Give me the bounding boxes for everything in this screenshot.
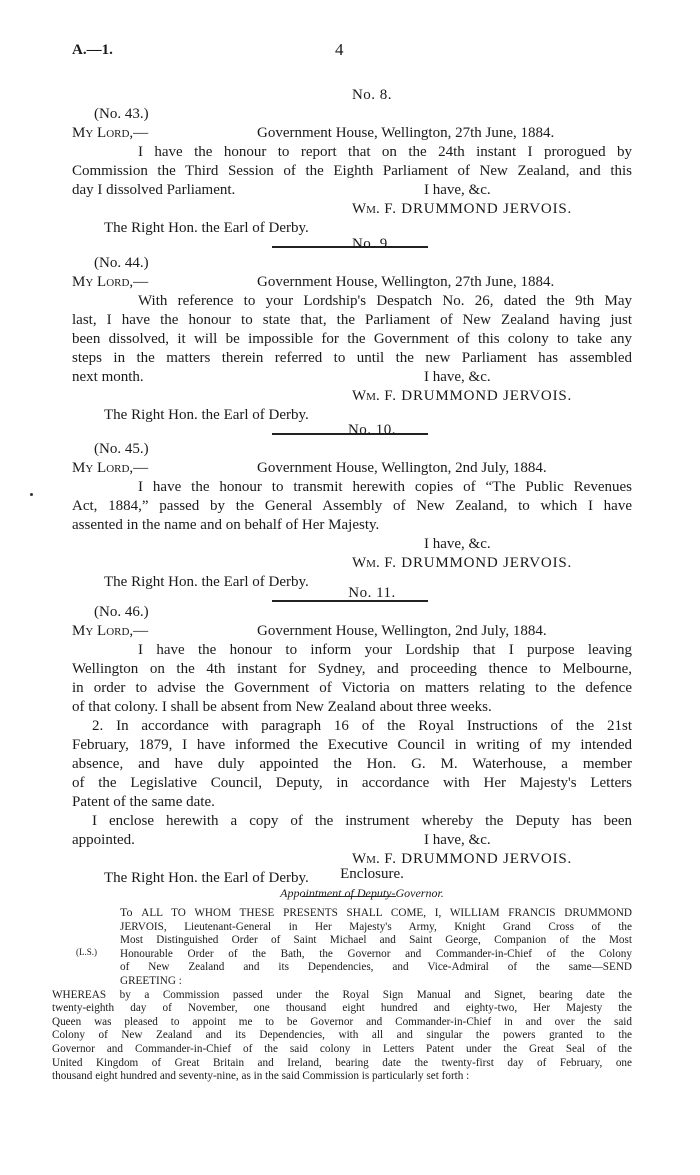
body-line: Wellington on the 4th instant for Sydney, and proceeding thence to Melbourne, (72, 661, 632, 677)
closing: I have, &c. (424, 832, 491, 848)
body-line: been dissolved, it will be impossible for the Government of this colony to take any (72, 331, 632, 347)
whereas-line: Queen was pleased to appoint me to be Governor and Commander-in-Chief in and over the said (52, 1015, 632, 1028)
signature-name: F. DRUMMOND JERVOIS. (384, 388, 573, 404)
body-line: steps in the matters therein referred to until the new Parliament has assembled (72, 350, 632, 366)
opening-line: Honourable Order of the Bath, the Governor and Commander-in-Chief of the Colony (120, 947, 632, 960)
despatch-number: No. 8. (351, 87, 393, 103)
body-line: February, 1879, I have informed the Executive Council in writing of my intended (72, 737, 632, 753)
whereas-line: twenty-eighth day of November, one thousand eight hundred and eighty-two, Her Majesty the (52, 1002, 632, 1015)
seal-mark: (L.S.) (76, 947, 97, 957)
place-date: Government House, Wellington, 27th June, 1884. (257, 125, 555, 141)
margin-mark (30, 493, 33, 496)
salutation: My Lord,— (72, 274, 149, 290)
despatch-8 (72, 86, 632, 248)
despatch-number: No. 9. (351, 236, 393, 252)
body-line: absence, and have duly appointed the Hon. G. M. Waterhouse, a member (72, 756, 632, 772)
despatch-number: No. 10. (347, 422, 397, 438)
addressee: The Right Hon. the Earl of Derby. (104, 220, 309, 236)
body-line: in order to advise the Government of Victoria on matters relating to the defence (72, 680, 632, 696)
enclosure (52, 865, 633, 1084)
despatch-11 (72, 584, 632, 897)
addressee: The Right Hon. the Earl of Derby. (104, 574, 309, 590)
body-line: Commission the Third Session of the Eighth Parliament of New Zealand, and this (72, 163, 632, 179)
section-label: A.—1. (72, 42, 113, 58)
to-lead: To (120, 905, 133, 919)
body-line: of the Legislative Council, Deputy, in accordance with Her Majesty's Letters (72, 775, 632, 791)
whereas-line: Governor and Commander-in-Chief of the said colony in Letters Patent under the Great Seal of the (52, 1042, 632, 1055)
body-line: 2. In accordance with paragraph 16 of the Royal Instructions of the 21st (92, 718, 632, 734)
whereas-line: thousand eight hundred and seventy-nine, as in the said Commission is particularly set forth : (52, 1070, 470, 1083)
opening-line: Most Distinguished Order of Saint Michael and Saint George, Companion of the Most (120, 934, 632, 947)
place-date: Government House, Wellington, 27th June, 1884. (257, 274, 555, 290)
place-date: Government House, Wellington, 2nd July, 1884. (257, 460, 547, 476)
signature-prefix: Wm. (352, 555, 380, 571)
despatch-ref: (No. 44.) (94, 255, 149, 271)
opening-line: ALL TO WHOM THESE PRESENTS SHALL COME, I, WILLIAM FRANCIS DRUMMOND (141, 907, 633, 919)
despatch-9 (72, 235, 632, 435)
despatch-ref: (No. 45.) (94, 441, 149, 457)
addressee: The Right Hon. the Earl of Derby. (104, 407, 309, 423)
signature-name: F. DRUMMOND JERVOIS. (384, 201, 573, 217)
closing: I have, &c. (424, 369, 491, 385)
whereas-line: Colony of New Zealand and its Dependencies, with all and singular the powers granted to the (52, 1029, 632, 1042)
signature-prefix: Wm. (352, 201, 380, 217)
whereas-line: WHEREAS by a Commission passed under the Royal Sign Manual and Signet, bearing date the (52, 988, 632, 1001)
proclamation-opening (72, 906, 632, 989)
enclosure-title: Enclosure. (340, 866, 404, 882)
signature-name: F. DRUMMOND JERVOIS. (384, 555, 573, 571)
opening-line: GREETING : (120, 974, 182, 987)
body-line: last, I have the honour to state that, the Parliament of New Zealand having just (72, 312, 632, 328)
body-line: With reference to your Lordship's Despatch No. 26, dated the 9th May (138, 293, 632, 309)
salutation: My Lord,— (72, 460, 149, 476)
signature-name: F. DRUMMOND JERVOIS. (384, 851, 573, 867)
body-line: I enclose herewith a copy of the instrument whereby the Deputy has been (92, 813, 632, 829)
whereas-line: United Kingdom of Great Britain and Ireland, bearing date the twenty-first day of February, one (52, 1056, 632, 1069)
body-line: I have the honour to report that on the 24th instant I prorogued by (138, 144, 632, 160)
opening-line: JERVOIS, Lieutenant-General in Her Majesty's Army, Knight Grand Cross of the (120, 920, 632, 933)
opening-line: of New Zealand and its Dependencies, and Vice-Admiral of the same—SEND (120, 961, 632, 974)
whereas-clause (52, 989, 632, 1084)
signature (72, 387, 632, 406)
salutation: My Lord,— (72, 125, 149, 141)
body-line: I have the honour to inform your Lordship that I purpose leaving (138, 642, 632, 658)
body-line: of that colony. I shall be absent from New Zealand about three weeks. (72, 699, 492, 715)
closing: I have, &c. (424, 182, 491, 198)
body-line: Patent of the same date. (72, 794, 215, 810)
signature-prefix: Wm. (352, 851, 380, 867)
despatch-ref: (No. 43.) (94, 106, 149, 122)
body-line: next month. (72, 369, 144, 385)
signature (72, 554, 632, 573)
body-line: Act, 1884,” passed by the General Assembly of New Zealand, to which I have (72, 498, 632, 514)
body-line: assented in the name and on behalf of Her Majesty. (72, 517, 380, 533)
addressee: The Right Hon. the Earl of Derby. (104, 870, 309, 886)
salutation: My Lord,— (72, 623, 149, 639)
enclosure-subtitle: Appointment of Deputy-Governor. (280, 886, 444, 900)
closing: I have, &c. (424, 536, 491, 552)
signature (72, 200, 632, 219)
body-line: I have the honour to transmit herewith copies of “The Public Revenues (138, 479, 632, 495)
signature-prefix: Wm. (352, 388, 380, 404)
despatch-10 (72, 421, 632, 602)
body-line: day I dissolved Parliament. (72, 182, 236, 198)
despatch-number: No. 11. (348, 585, 396, 601)
body-line: appointed. (72, 832, 135, 848)
place-date: Government House, Wellington, 2nd July, 1884. (257, 623, 547, 639)
page-number: 4 (335, 40, 344, 59)
despatch-ref: (No. 46.) (94, 604, 149, 620)
